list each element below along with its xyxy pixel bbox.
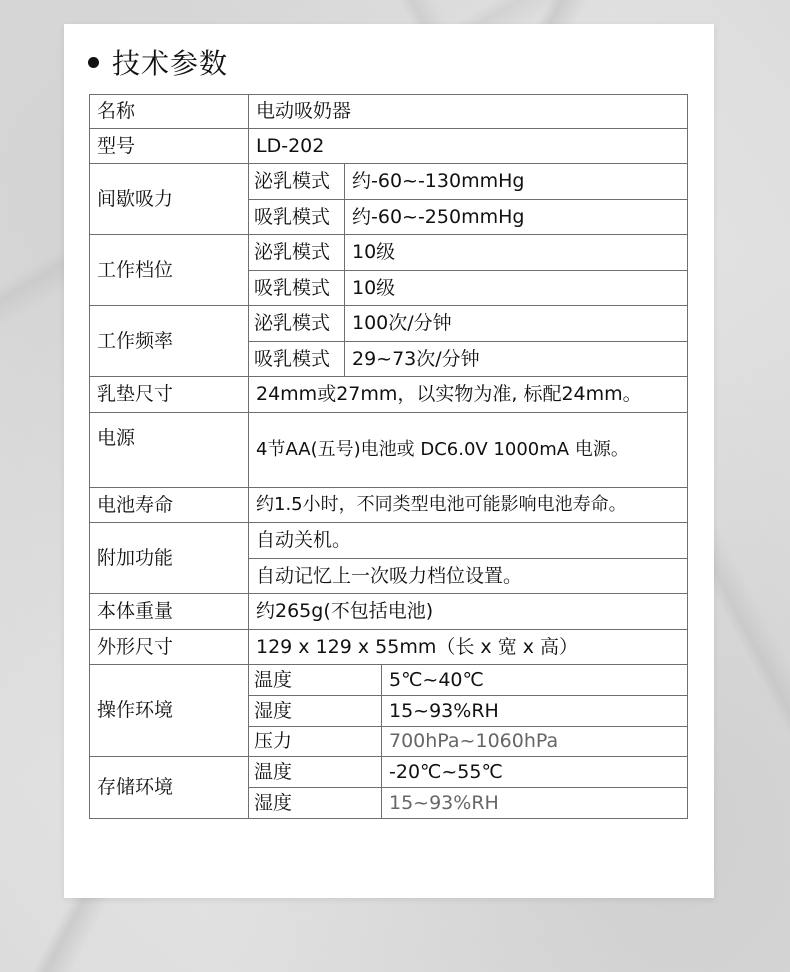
row-label-suction: 间歇吸力 bbox=[90, 164, 249, 235]
row-label-weight: 本体重量 bbox=[90, 594, 249, 630]
row-label-name: 名称 bbox=[90, 95, 249, 129]
table-row bbox=[90, 235, 688, 271]
levels-mode-1: 泌乳模式 bbox=[249, 235, 345, 271]
suction-mode-2: 吸乳模式 bbox=[249, 200, 345, 235]
table-row bbox=[90, 413, 688, 488]
levels-value-1: 10级 bbox=[345, 235, 688, 271]
storage-value-2: 15~93%RH bbox=[382, 788, 688, 819]
row-label-power: 电源 bbox=[90, 413, 249, 488]
operating-param-3: 压力 bbox=[249, 727, 382, 757]
row-label-model: 型号 bbox=[90, 129, 249, 164]
spec-table bbox=[89, 94, 688, 819]
frequency-mode-1: 泌乳模式 bbox=[249, 306, 345, 342]
storage-value-1: -20℃~55℃ bbox=[382, 757, 688, 788]
table-row bbox=[90, 665, 688, 696]
row-value-power: 4节AA(五号)电池或 DC6.0V 1000mA 电源。 bbox=[249, 413, 688, 488]
suction-value-1: 约-60~-130mmHg bbox=[345, 164, 688, 200]
row-value-name: 电动吸奶器 bbox=[249, 95, 688, 129]
row-value-model: LD-202 bbox=[249, 129, 688, 164]
row-label-levels: 工作档位 bbox=[90, 235, 249, 306]
table-row bbox=[90, 95, 688, 129]
row-label-storage: 存储环境 bbox=[90, 757, 249, 819]
row-label-operating: 操作环境 bbox=[90, 665, 249, 757]
row-label-extra: 附加功能 bbox=[90, 523, 249, 594]
table-row bbox=[90, 523, 688, 559]
row-label-frequency: 工作频率 bbox=[90, 306, 249, 377]
row-label-battery: 电池寿命 bbox=[90, 488, 249, 523]
levels-mode-2: 吸乳模式 bbox=[249, 271, 345, 306]
table-row bbox=[90, 630, 688, 665]
frequency-value-2: 29~73次/分钟 bbox=[345, 342, 688, 377]
suction-value-2: 约-60~-250mmHg bbox=[345, 200, 688, 235]
table-row bbox=[90, 488, 688, 523]
table-row bbox=[90, 164, 688, 200]
section-heading bbox=[88, 44, 228, 80]
row-value-pad: 24mm或27mm，以实物为准, 标配24mm。 bbox=[249, 377, 688, 413]
operating-value-2: 15~93%RH bbox=[382, 696, 688, 727]
frequency-mode-2: 吸乳模式 bbox=[249, 342, 345, 377]
table-row bbox=[90, 129, 688, 164]
row-value-battery: 约1.5小时，不同类型电池可能影响电池寿命。 bbox=[249, 488, 688, 523]
extra-item-2: 自动记忆上一次吸力档位设置。 bbox=[249, 559, 688, 594]
operating-value-1: 5℃~40℃ bbox=[382, 665, 688, 696]
frequency-value-1: 100次/分钟 bbox=[345, 306, 688, 342]
storage-param-2: 湿度 bbox=[249, 788, 382, 819]
levels-value-2: 10级 bbox=[345, 271, 688, 306]
extra-item-1: 自动关机。 bbox=[249, 523, 688, 559]
table-row bbox=[90, 377, 688, 413]
bullet-icon bbox=[88, 57, 99, 68]
suction-mode-1: 泌乳模式 bbox=[249, 164, 345, 200]
operating-value-3: 700hPa~1060hPa bbox=[382, 727, 688, 757]
row-label-pad: 乳垫尺寸 bbox=[90, 377, 249, 413]
table-row bbox=[90, 306, 688, 342]
operating-param-1: 温度 bbox=[249, 665, 382, 696]
row-label-size: 外形尺寸 bbox=[90, 630, 249, 665]
row-value-size: 129 x 129 x 55mm（长 x 宽 x 高） bbox=[249, 630, 688, 665]
table-row bbox=[90, 594, 688, 630]
row-value-weight: 约265g(不包括电池) bbox=[249, 594, 688, 630]
operating-param-2: 湿度 bbox=[249, 696, 382, 727]
table-row bbox=[90, 757, 688, 788]
section-title: 技术参数 bbox=[112, 47, 229, 80]
storage-param-1: 温度 bbox=[249, 757, 382, 788]
spec-card bbox=[64, 24, 714, 898]
